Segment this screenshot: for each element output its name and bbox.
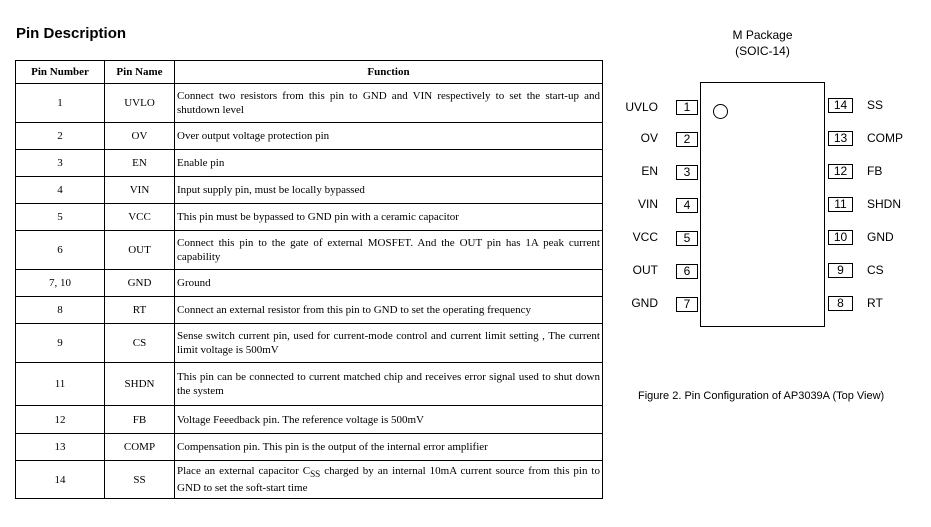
pin-name-cell: OV xyxy=(105,123,175,150)
pin-number-cell: 4 xyxy=(16,177,105,204)
left-pin-number-4: 4 xyxy=(676,198,698,213)
header-pin-name: Pin Name xyxy=(105,61,175,84)
left-pin-label-7: GND xyxy=(631,296,658,310)
right-pin-label-10: GND xyxy=(867,230,894,244)
left-pin-label-3: EN xyxy=(641,164,658,178)
table-row xyxy=(16,406,603,434)
figure-caption: Figure 2. Pin Configuration of AP3039A (Top View) xyxy=(638,390,885,402)
pin-number-cell: 12 xyxy=(16,406,105,434)
pin-number-cell: 2 xyxy=(16,123,105,150)
pin-number-cell: 8 xyxy=(16,297,105,324)
pin-function-cell: Over output voltage protection pin xyxy=(175,123,603,150)
right-pin-label-8: RT xyxy=(867,296,883,310)
function-text-after: charged by an internal 10mA current source from this pin to GND to set the soft-start time xyxy=(177,464,600,495)
pin1-marker-icon xyxy=(713,104,728,119)
pin-function-cell: Connect two resistors from this pin to GND and VIN respectively to set the start-up and shutdown level xyxy=(175,84,603,123)
pin-name-cell: OUT xyxy=(105,231,175,270)
pin-name-cell: FB xyxy=(105,406,175,434)
page-title: Pin Description xyxy=(16,25,127,42)
left-pin-number-1: 1 xyxy=(676,100,698,115)
css-subscript: SS xyxy=(310,469,321,480)
table-row xyxy=(16,150,603,177)
table-row xyxy=(16,270,603,297)
pin-function-cell: Connect this pin to the gate of external MOSFET. And the OUT pin has 1A peak current capability xyxy=(175,231,603,270)
right-pin-number-14: 14 xyxy=(828,98,853,113)
pin-number-cell: 14 xyxy=(16,461,105,499)
pin-number-cell: 9 xyxy=(16,324,105,363)
pin-name-cell: COMP xyxy=(105,434,175,461)
right-pin-label-12: FB xyxy=(867,164,883,178)
pin-number-cell: 3 xyxy=(16,150,105,177)
pin-name-cell: CS xyxy=(105,324,175,363)
pin-function-cell xyxy=(175,461,603,499)
table-row xyxy=(16,461,603,499)
pin-number-cell: 5 xyxy=(16,204,105,231)
right-pin-label-9: CS xyxy=(867,263,884,277)
table-row xyxy=(16,231,603,270)
left-pin-number-6: 6 xyxy=(676,264,698,279)
left-pin-label-4: VIN xyxy=(637,197,658,211)
table-row xyxy=(16,434,603,461)
table-row xyxy=(16,177,603,204)
pin-description-table xyxy=(15,60,603,499)
table-row xyxy=(16,297,603,324)
left-pin-label-2: OV xyxy=(640,131,658,145)
pin-number-cell: 13 xyxy=(16,434,105,461)
pin-name-cell: VIN xyxy=(105,177,175,204)
left-pin-number-3: 3 xyxy=(676,165,698,180)
pin-function-cell: Voltage Feeedback pin. The reference voltage is 500mV xyxy=(175,406,603,434)
pin-number-cell: 1 xyxy=(16,84,105,123)
chip-body xyxy=(700,82,825,327)
package-type: (SOIC-14) xyxy=(735,44,790,58)
function-text-before: Place an external capacitor C xyxy=(177,464,311,477)
pin-function-cell: Connect an external resistor from this pin to GND to set the operating frequency xyxy=(175,297,603,324)
left-pin-label-1: UVLO xyxy=(625,100,658,114)
right-pin-label-11: SHDN xyxy=(867,197,902,211)
header-function: Function xyxy=(175,61,603,84)
right-pin-number-12: 12 xyxy=(828,164,853,179)
pin-name-cell: UVLO xyxy=(105,84,175,123)
pin-name-cell: RT xyxy=(105,297,175,324)
right-pin-number-10: 10 xyxy=(828,230,853,245)
left-pin-label-6: OUT xyxy=(632,263,658,277)
pin-number-cell: 7, 10 xyxy=(16,270,105,297)
pin-function-cell: Compensation pin. This pin is the output of the internal error amplifier xyxy=(175,434,603,461)
pin-function-cell: This pin must be bypassed to GND pin with a ceramic capacitor xyxy=(175,204,603,231)
right-pin-label-14: SS xyxy=(867,98,884,112)
pin-function-cell: Sense switch current pin, used for current-mode control and current limit setting , The current limit voltage is 500mV xyxy=(175,324,603,363)
table-row xyxy=(16,363,603,406)
table-row xyxy=(16,324,603,363)
right-pin-label-13: COMP xyxy=(867,131,903,145)
pin-name-cell: SS xyxy=(105,461,175,499)
pin-name-cell: GND xyxy=(105,270,175,297)
pin-function-cell: Input supply pin, must be locally bypassed xyxy=(175,177,603,204)
table-row xyxy=(16,123,603,150)
right-pin-number-8: 8 xyxy=(828,296,853,311)
table-row xyxy=(16,204,603,231)
left-pin-number-5: 5 xyxy=(676,231,698,246)
package-title xyxy=(700,27,825,59)
pin-name-cell: SHDN xyxy=(105,363,175,406)
right-pin-number-9: 9 xyxy=(828,263,853,278)
left-pin-label-5: VCC xyxy=(632,230,658,244)
right-pin-number-13: 13 xyxy=(828,131,853,146)
pin-name-cell: EN xyxy=(105,150,175,177)
header-pin-number: Pin Number xyxy=(16,61,105,84)
pin-function-cell: Ground xyxy=(175,270,603,297)
pin-number-cell: 6 xyxy=(16,231,105,270)
pin-number-cell: 11 xyxy=(16,363,105,406)
pin-function-cell: Enable pin xyxy=(175,150,603,177)
table-row xyxy=(16,84,603,123)
left-pin-number-7: 7 xyxy=(676,297,698,312)
right-pin-number-11: 11 xyxy=(828,197,853,212)
left-pin-number-2: 2 xyxy=(676,132,698,147)
pin-name-cell: VCC xyxy=(105,204,175,231)
package-name: M Package xyxy=(732,28,793,42)
pin-function-cell: This pin can be connected to current matched chip and receives error signal used to shut down the system xyxy=(175,363,603,406)
table-header-row xyxy=(16,61,603,84)
